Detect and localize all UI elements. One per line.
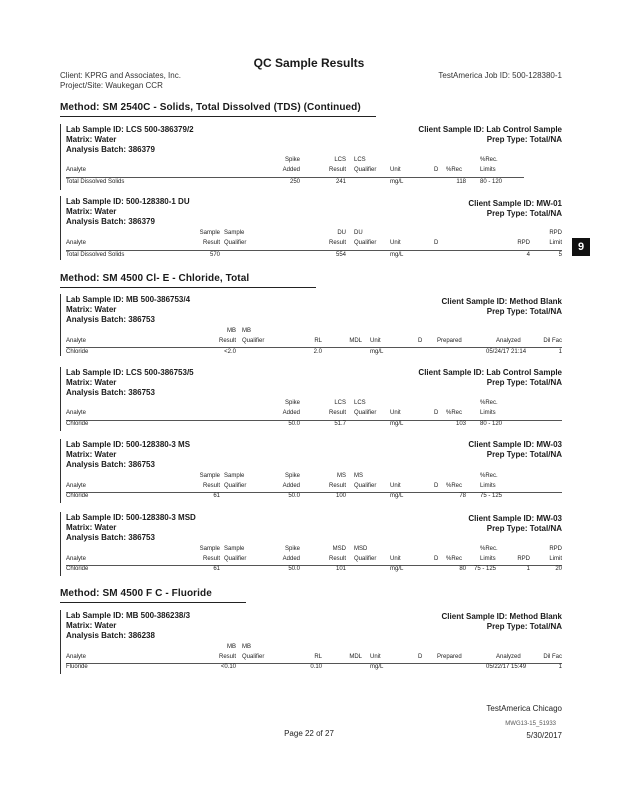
footer-company: TestAmerica Chicago xyxy=(486,704,562,713)
col-header: Limits xyxy=(480,483,496,489)
cell-rl: 2.0 xyxy=(313,349,322,355)
col-header: Qualifier xyxy=(224,483,247,489)
col-header: LCS xyxy=(334,157,346,163)
method-rule xyxy=(60,116,376,117)
cell-unit: mg/L xyxy=(370,349,384,355)
lab-sample-id: Lab Sample ID: 500-128380-1 DU xyxy=(66,197,190,206)
cell-result: <0.10 xyxy=(220,664,236,670)
col-header: Sample xyxy=(199,546,220,552)
col-header: D xyxy=(418,654,423,660)
cell-rec: 78 xyxy=(459,493,466,499)
col-header: %Rec. xyxy=(480,400,498,406)
prep-type: Prep Type: Total/NA xyxy=(486,450,562,459)
col-header: DU xyxy=(354,230,363,236)
col-header: Analyte xyxy=(66,654,87,660)
cell-dil-fac: 1 xyxy=(558,349,562,355)
section-tab-marker: 9 xyxy=(572,238,590,256)
prep-type: Prep Type: Total/NA xyxy=(486,307,562,316)
cell-sample-result: 61 xyxy=(213,493,220,499)
col-header: MB xyxy=(227,644,236,650)
col-header: Analyte xyxy=(66,240,87,246)
matrix: Matrix: Water xyxy=(66,207,117,216)
method-heading-chloride: Method: SM 4500 Cl- E - Chloride, Total xyxy=(60,273,250,284)
col-header: MB xyxy=(242,644,251,650)
col-header: Result xyxy=(328,556,346,562)
cell-sample-result: 61 xyxy=(213,566,220,572)
cell-result: 241 xyxy=(335,179,346,185)
cell-limits: 80 - 120 xyxy=(480,179,503,185)
footer-page-number: Page 22 of 27 xyxy=(284,729,334,738)
cell-analyte: Chloride xyxy=(66,566,89,572)
client-sample-id: Client Sample ID: Lab Control Sample xyxy=(418,125,562,134)
col-header: %Rec. xyxy=(480,473,498,479)
matrix: Matrix: Water xyxy=(66,305,117,314)
col-header: Analyte xyxy=(66,167,87,173)
col-header: Result xyxy=(328,483,346,489)
col-header: %Rec. xyxy=(480,546,498,552)
client-sample-id: Client Sample ID: MW-03 xyxy=(468,514,562,523)
header-rule xyxy=(66,250,562,251)
block-border xyxy=(60,294,61,356)
col-header: Qualifier xyxy=(242,338,265,344)
client-sample-id: Client Sample ID: Lab Control Sample xyxy=(418,368,562,377)
matrix: Matrix: Water xyxy=(66,378,117,387)
analysis-batch: Analysis Batch: 386753 xyxy=(66,533,155,542)
block-border xyxy=(60,124,61,190)
analysis-batch: Analysis Batch: 386238 xyxy=(66,631,155,640)
col-header: Prepared xyxy=(437,654,462,660)
col-header: D xyxy=(434,410,439,416)
col-header: D xyxy=(434,483,439,489)
col-header: MS xyxy=(337,473,346,479)
cell-spike: 50.0 xyxy=(288,421,300,427)
col-header: Unit xyxy=(390,167,401,173)
client-sample-id: Client Sample ID: MW-01 xyxy=(468,199,562,208)
cell-analyte: Chloride xyxy=(66,349,89,355)
col-header: Added xyxy=(282,483,300,489)
prep-type: Prep Type: Total/NA xyxy=(486,524,562,533)
col-header: Added xyxy=(282,410,300,416)
project-site: Project/Site: Waukegan CCR xyxy=(60,81,163,90)
cell-result: 100 xyxy=(335,493,346,499)
col-header: Limits xyxy=(480,410,496,416)
cell-analyte: Chloride xyxy=(66,493,89,499)
footer-date: 5/30/2017 xyxy=(526,731,562,740)
col-header: Qualifier xyxy=(354,410,377,416)
matrix: Matrix: Water xyxy=(66,621,117,630)
col-header: Sample xyxy=(224,230,245,236)
col-header: Result xyxy=(202,483,220,489)
col-header: Result xyxy=(328,410,346,416)
cell-analyte: Total Dissolved Solids xyxy=(66,252,125,258)
col-header: Unit xyxy=(370,338,381,344)
col-header: Result xyxy=(218,654,236,660)
lab-sample-id: Lab Sample ID: 500-128380-3 MS xyxy=(66,440,191,449)
col-header: D xyxy=(434,240,439,246)
method-heading-fluoride: Method: SM 4500 F C - Fluoride xyxy=(60,588,212,599)
analysis-batch: Analysis Batch: 386379 xyxy=(66,145,155,154)
cell-rpd: 1 xyxy=(526,566,530,572)
header-rule xyxy=(66,347,562,348)
col-header: Analyzed xyxy=(496,654,521,660)
col-header: MDL xyxy=(349,338,362,344)
col-header: D xyxy=(418,338,423,344)
col-header: Sample xyxy=(199,473,220,479)
block-border xyxy=(60,196,61,260)
col-header: Analyzed xyxy=(496,338,521,344)
col-header: RL xyxy=(314,338,322,344)
cell-analyte: Chloride xyxy=(66,421,89,427)
col-header: Unit xyxy=(390,240,401,246)
prep-type: Prep Type: Total/NA xyxy=(486,622,562,631)
matrix: Matrix: Water xyxy=(66,450,117,459)
col-header: Qualifier xyxy=(354,483,377,489)
job-id: TestAmerica Job ID: 500-128380-1 xyxy=(438,71,562,80)
cell-result: 101 xyxy=(335,566,346,572)
col-header: Sample xyxy=(199,230,220,236)
cell-unit: mg/L xyxy=(390,179,404,185)
analysis-batch: Analysis Batch: 386753 xyxy=(66,388,155,397)
col-header: Limit xyxy=(549,556,562,562)
cell-unit: mg/L xyxy=(390,252,404,258)
col-header: RPD xyxy=(517,240,530,246)
cell-rec: 80 xyxy=(459,566,466,572)
cell-rpd: 4 xyxy=(526,252,530,258)
analysis-batch: Analysis Batch: 386379 xyxy=(66,217,155,226)
prep-type: Prep Type: Total/NA xyxy=(486,135,562,144)
page-title: QC Sample Results xyxy=(253,56,365,70)
cell-result: 554 xyxy=(335,252,346,258)
col-header: Spike xyxy=(284,157,300,163)
client-sample-id: Client Sample ID: MW-03 xyxy=(468,440,562,449)
cell-rpd-limit: 20 xyxy=(555,566,562,572)
col-header: Sample xyxy=(224,546,245,552)
col-header: Qualifier xyxy=(354,240,377,246)
cell-result: 51.7 xyxy=(334,421,346,427)
col-header: D xyxy=(434,167,439,173)
col-header: Qualifier xyxy=(354,556,377,562)
col-header: LCS xyxy=(354,400,366,406)
col-header: RPD xyxy=(549,546,562,552)
lab-sample-id: Lab Sample ID: LCS 500-386753/5 xyxy=(66,368,194,377)
col-header: Qualifier xyxy=(224,556,247,562)
cell-analyte: Total Dissolved Solids xyxy=(66,179,125,185)
col-header: RPD xyxy=(549,230,562,236)
cell-spike: 50.0 xyxy=(288,493,300,499)
col-header: Result xyxy=(328,167,346,173)
col-header: MB xyxy=(227,328,236,334)
col-header: Unit xyxy=(370,654,381,660)
cell-limits: 80 - 120 xyxy=(480,421,503,427)
block-border xyxy=(60,439,61,503)
header-rule xyxy=(66,177,524,178)
cell-unit: mg/L xyxy=(390,566,404,572)
col-header: Analyte xyxy=(66,338,87,344)
col-header: D xyxy=(434,556,439,562)
client-sample-id: Client Sample ID: Method Blank xyxy=(441,297,562,306)
matrix: Matrix: Water xyxy=(66,523,117,532)
col-header: Analyte xyxy=(66,556,87,562)
cell-rl: 0.10 xyxy=(310,664,322,670)
method-heading-tds: Method: SM 2540C - Solids, Total Dissolved (TDS) (Continued) xyxy=(60,102,361,113)
col-header: Added xyxy=(282,167,300,173)
col-header: Unit xyxy=(390,410,401,416)
cell-unit: mg/L xyxy=(390,493,404,499)
col-header: MB xyxy=(242,328,251,334)
cell-rec: 103 xyxy=(455,421,466,427)
cell-result: <2.0 xyxy=(224,349,236,355)
cell-sample-result: 570 xyxy=(209,252,220,258)
analysis-batch: Analysis Batch: 386753 xyxy=(66,315,155,324)
col-header: Result xyxy=(328,240,346,246)
cell-unit: mg/L xyxy=(370,664,384,670)
col-header: Result xyxy=(202,556,220,562)
cell-spike: 50.0 xyxy=(288,566,300,572)
col-header: MS xyxy=(354,473,363,479)
col-header: Prepared xyxy=(437,338,462,344)
col-header: Dil Fac xyxy=(543,338,562,344)
col-header: MDL xyxy=(349,654,362,660)
cell-analyzed: 05/24/17 21:14 xyxy=(486,349,527,355)
col-header: Dil Fac xyxy=(543,654,562,660)
footer-scan-code: MWG13-15_51933 xyxy=(505,721,556,727)
lab-sample-id: Lab Sample ID: MB 500-386238/3 xyxy=(66,611,191,620)
cell-analyzed: 05/22/17 15:49 xyxy=(486,664,527,670)
col-header: Limits xyxy=(480,556,496,562)
col-header: Sample xyxy=(224,473,245,479)
prep-type: Prep Type: Total/NA xyxy=(486,209,562,218)
col-header: %Rec. xyxy=(480,157,498,163)
lab-sample-id: Lab Sample ID: 500-128380-3 MSD xyxy=(66,513,196,522)
col-header: RPD xyxy=(517,556,530,562)
col-header: Qualifier xyxy=(242,654,265,660)
cell-rpd-limit: 5 xyxy=(558,252,562,258)
method-rule xyxy=(60,602,246,603)
col-header: MSD xyxy=(332,546,346,552)
col-header: %Rec xyxy=(446,167,463,173)
col-header: %Rec xyxy=(446,410,463,416)
col-header: Qualifier xyxy=(354,167,377,173)
lab-sample-id: Lab Sample ID: LCS 500-386379/2 xyxy=(66,125,194,134)
col-header: Analyte xyxy=(66,410,87,416)
col-header: LCS xyxy=(354,157,366,163)
cell-rec: 118 xyxy=(456,179,466,185)
col-header: Unit xyxy=(390,483,401,489)
col-header: LCS xyxy=(334,400,346,406)
col-header: MSD xyxy=(354,546,368,552)
col-header: %Rec xyxy=(446,556,463,562)
cell-unit: mg/L xyxy=(390,421,404,427)
col-header: RL xyxy=(314,654,322,660)
col-header: Unit xyxy=(390,556,401,562)
lab-sample-id: Lab Sample ID: MB 500-386753/4 xyxy=(66,295,191,304)
block-border xyxy=(60,512,61,576)
analysis-batch: Analysis Batch: 386753 xyxy=(66,460,155,469)
cell-limits: 75 - 125 xyxy=(474,566,497,572)
cell-analyte: Fluoride xyxy=(66,664,88,670)
client-name: Client: KPRG and Associates, Inc. xyxy=(60,71,181,80)
col-header: %Rec xyxy=(446,483,463,489)
col-header: Limits xyxy=(480,167,496,173)
col-header: Spike xyxy=(284,400,300,406)
col-header: Spike xyxy=(284,473,300,479)
block-border xyxy=(60,367,61,431)
col-header: Result xyxy=(218,338,236,344)
method-rule xyxy=(60,287,316,288)
col-header: Result xyxy=(202,240,220,246)
col-header: DU xyxy=(337,230,346,236)
matrix: Matrix: Water xyxy=(66,135,117,144)
col-header: Analyte xyxy=(66,483,87,489)
cell-spike: 250 xyxy=(289,179,300,185)
col-header: Limit xyxy=(549,240,562,246)
cell-dil-fac: 1 xyxy=(558,664,562,670)
client-sample-id: Client Sample ID: Method Blank xyxy=(441,612,562,621)
col-header: Spike xyxy=(284,546,300,552)
prep-type: Prep Type: Total/NA xyxy=(486,378,562,387)
cell-limits: 75 - 125 xyxy=(480,493,503,499)
col-header: Qualifier xyxy=(224,240,247,246)
block-border xyxy=(60,610,61,674)
col-header: Added xyxy=(282,556,300,562)
